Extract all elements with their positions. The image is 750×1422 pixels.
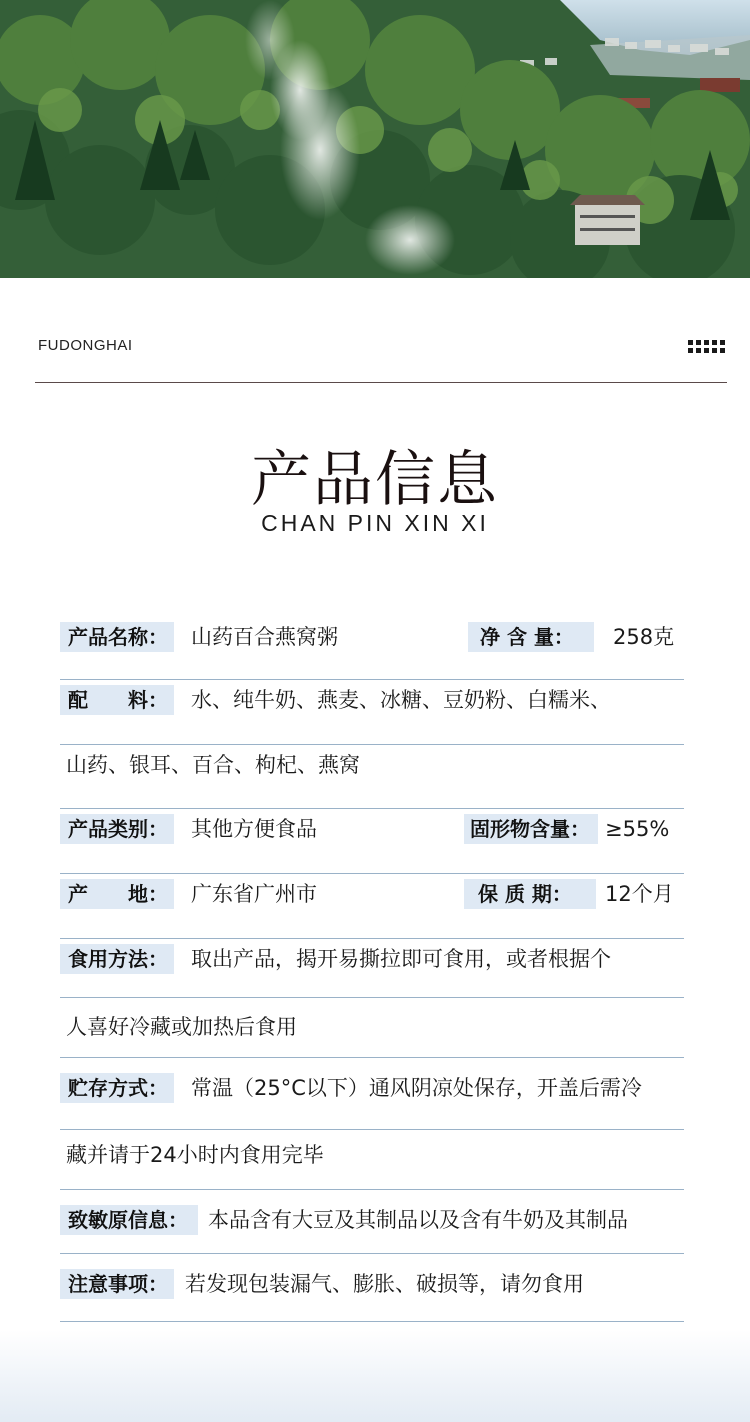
row-usage-cont (60, 1012, 684, 1058)
row-storage (60, 1073, 684, 1130)
value-ingredients: 水、纯牛奶、燕麦、冰糖、豆奶粉、白糯米、 (191, 688, 611, 712)
brand-name: FUDONGHAI (38, 337, 133, 354)
row-allergen (60, 1205, 684, 1254)
value-solids: ≥55% (605, 817, 670, 841)
row-ingredients-cont (60, 750, 684, 809)
label-ingredients: 配 料： (60, 685, 174, 715)
row-product-name (60, 622, 684, 680)
row-ingredients (60, 685, 684, 745)
menu-dots-icon[interactable] (688, 340, 726, 354)
value-shelf-life: 12个月 (605, 882, 674, 906)
row-usage (60, 944, 684, 998)
value-usage-cont: 人喜好冷藏或加热后食用 (66, 1015, 297, 1039)
value-notice: 若发现包装漏气、膨胀、破损等，请勿食用 (185, 1272, 584, 1296)
row-notice (60, 1269, 684, 1322)
value-allergen: 本品含有大豆及其制品以及含有牛奶及其制品 (208, 1208, 628, 1232)
label-solids: 固形物含量： (464, 814, 598, 844)
page-title: 产品信息 (251, 445, 499, 515)
value-category: 其他方便食品 (191, 817, 317, 841)
label-product-name: 产品名称： (60, 622, 174, 652)
value-ingredients-cont: 山药、银耳、百合、枸杞、燕窝 (66, 753, 360, 777)
value-storage: 常温（25°C以下）通风阴凉处保存，开盖后需冷 (191, 1076, 642, 1100)
bottom-gradient (0, 1330, 750, 1422)
forest-mountain-illustration (0, 0, 750, 278)
label-shelf-life: 保 质 期： (464, 879, 596, 909)
label-usage: 食用方法： (60, 944, 174, 974)
row-origin (60, 879, 684, 939)
value-origin: 广东省广州市 (191, 882, 317, 906)
header-divider (35, 382, 727, 383)
label-origin: 产 地： (60, 879, 174, 909)
label-notice: 注意事项： (60, 1269, 174, 1299)
label-net-content: 净 含 量： (468, 622, 594, 652)
hero-image (0, 0, 750, 278)
label-allergen: 致敏原信息： (60, 1205, 198, 1235)
value-product-name: 山药百合燕窝粥 (191, 625, 338, 649)
row-storage-cont (60, 1140, 684, 1190)
value-usage: 取出产品，揭开易撕拉即可食用，或者根据个 (191, 947, 611, 971)
label-category: 产品类别： (60, 814, 174, 844)
value-storage-cont: 藏并请于24小时内食用完毕 (66, 1143, 324, 1167)
value-net-content: 258克 (613, 625, 675, 649)
label-storage: 贮存方式： (60, 1073, 174, 1103)
row-category (60, 814, 684, 874)
page-subtitle: CHAN PIN XIN XI (261, 510, 489, 536)
